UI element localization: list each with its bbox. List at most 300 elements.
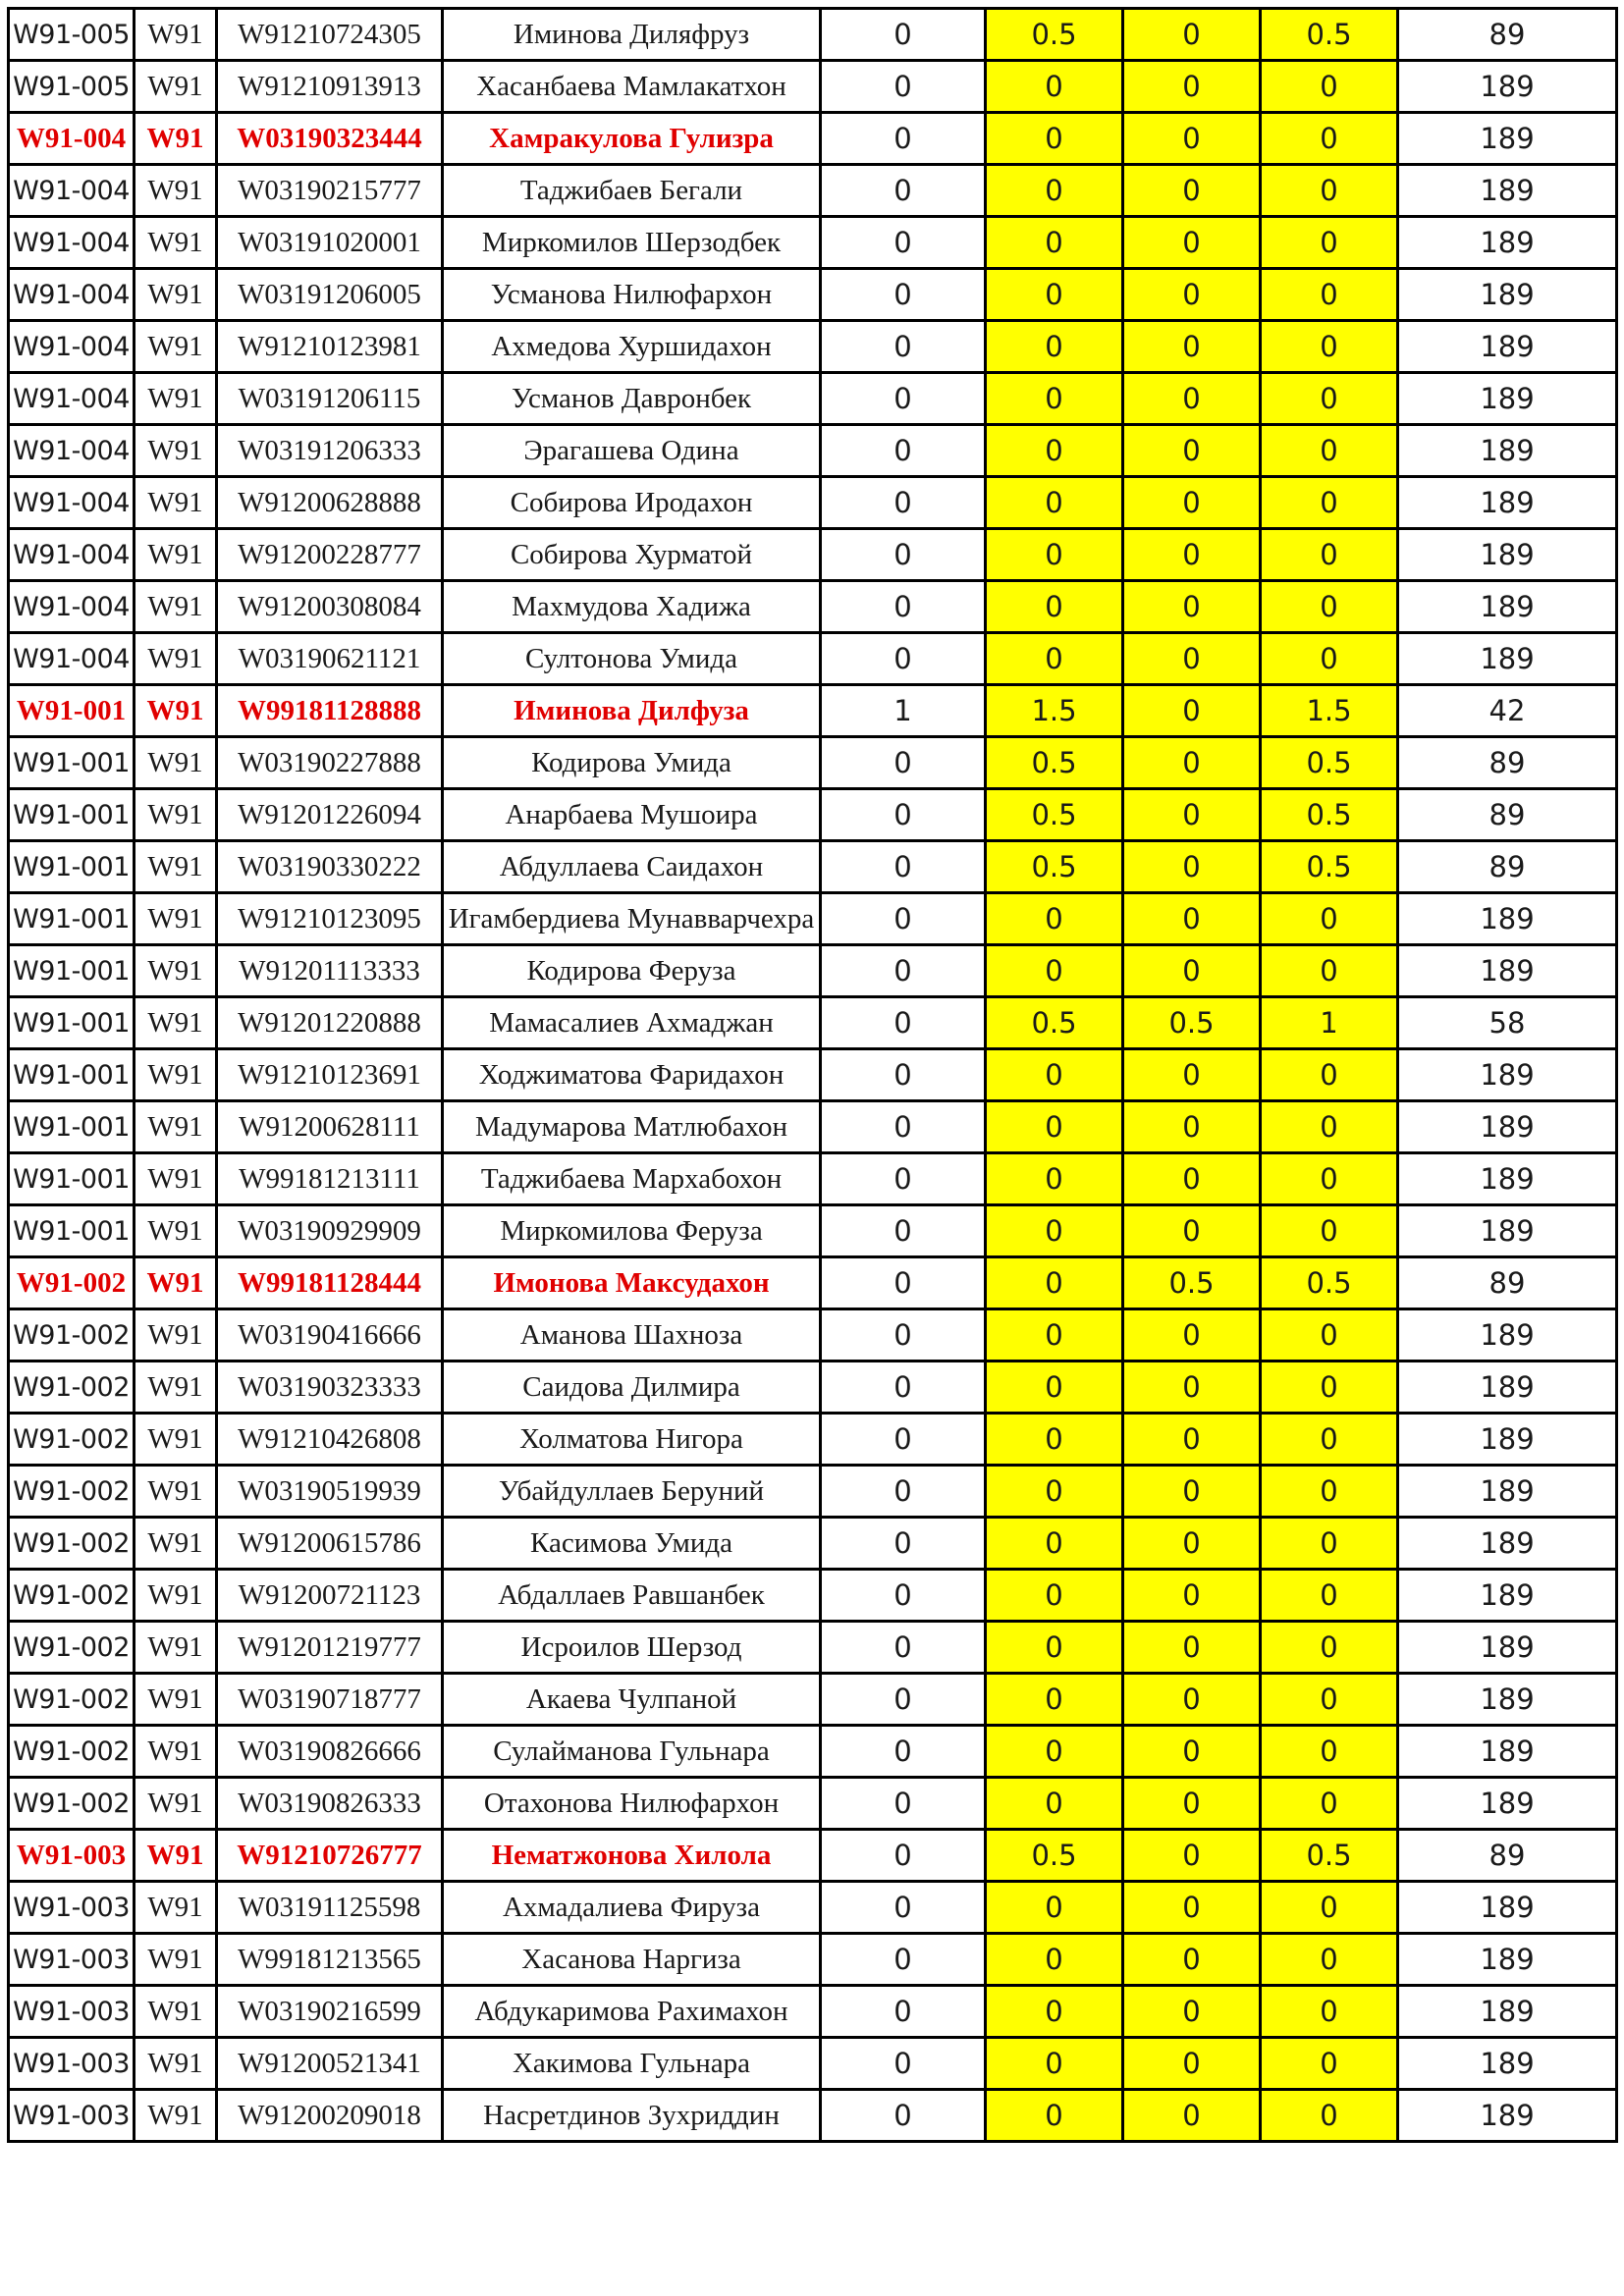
total-cell: 89 — [1398, 841, 1617, 893]
value-cell-1: 0 — [986, 269, 1123, 321]
value-cell-2: 0 — [1123, 1205, 1261, 1257]
value-cell-3: 0 — [1261, 2090, 1398, 2142]
account-id-cell: W91201219777 — [217, 1622, 443, 1674]
account-id-cell: W03190718777 — [217, 1674, 443, 1726]
table-row — [9, 1518, 1617, 1570]
account-id-cell: W91200628888 — [217, 477, 443, 529]
value-cell-0: 0 — [821, 841, 986, 893]
group-cell: W91 — [135, 2090, 217, 2142]
value-cell-2: 0 — [1123, 737, 1261, 789]
name-cell: Миркомилова Феруза — [443, 1205, 821, 1257]
account-id-cell: W91200628111 — [217, 1101, 443, 1153]
value-cell-3: 0 — [1261, 1153, 1398, 1205]
name-cell: Махмудова Хадижа — [443, 581, 821, 633]
table-row — [9, 1882, 1617, 1934]
name-cell: Убайдуллаев Беруний — [443, 1466, 821, 1518]
group-cell: W91 — [135, 1726, 217, 1778]
value-cell-0: 0 — [821, 1101, 986, 1153]
group-cell: W91 — [135, 1986, 217, 2038]
value-cell-1: 0 — [986, 165, 1123, 217]
value-cell-1: 0 — [986, 1101, 1123, 1153]
account-id-cell: W03190621121 — [217, 633, 443, 685]
table-row — [9, 841, 1617, 893]
table-row — [9, 269, 1617, 321]
account-id-cell: W03191206115 — [217, 373, 443, 425]
total-cell: 189 — [1398, 1101, 1617, 1153]
value-cell-3: 0 — [1261, 1101, 1398, 1153]
value-cell-3: 0.5 — [1261, 841, 1398, 893]
value-cell-1: 0 — [986, 945, 1123, 997]
table-row — [9, 477, 1617, 529]
value-cell-3: 0 — [1261, 1934, 1398, 1986]
value-cell-0: 0 — [821, 1466, 986, 1518]
value-cell-2: 0 — [1123, 633, 1261, 685]
value-cell-2: 0 — [1123, 1622, 1261, 1674]
name-cell: Саидова Дилмира — [443, 1362, 821, 1414]
value-cell-3: 0 — [1261, 217, 1398, 269]
table-row — [9, 1362, 1617, 1414]
document-page — [7, 7, 1618, 2143]
value-cell-3: 1 — [1261, 997, 1398, 1049]
group-cell: W91 — [135, 269, 217, 321]
table-row — [9, 9, 1617, 61]
group-code-cell: W91-001 — [9, 1101, 135, 1153]
group-cell: W91 — [135, 1205, 217, 1257]
value-cell-0: 0 — [821, 1830, 986, 1882]
group-code-cell: W91-005 — [9, 9, 135, 61]
group-cell: W91 — [135, 1466, 217, 1518]
group-code-cell: W91-001 — [9, 737, 135, 789]
name-cell: Акаева Чулпаной — [443, 1674, 821, 1726]
value-cell-2: 0 — [1123, 1726, 1261, 1778]
value-cell-2: 0 — [1123, 529, 1261, 581]
value-cell-3: 0 — [1261, 61, 1398, 113]
total-cell: 189 — [1398, 1205, 1617, 1257]
value-cell-0: 0 — [821, 1257, 986, 1309]
account-id-cell: W91201113333 — [217, 945, 443, 997]
name-cell: Хасанбаева Мамлакатхон — [443, 61, 821, 113]
table-row — [9, 737, 1617, 789]
value-cell-2: 0 — [1123, 1414, 1261, 1466]
group-code-cell: W91-003 — [9, 1882, 135, 1934]
account-id-cell: W91201226094 — [217, 789, 443, 841]
value-cell-1: 0 — [986, 2038, 1123, 2090]
account-id-cell: W91210123981 — [217, 321, 443, 373]
value-cell-1: 1.5 — [986, 685, 1123, 737]
value-cell-0: 0 — [821, 321, 986, 373]
value-cell-1: 0 — [986, 1934, 1123, 1986]
total-cell: 189 — [1398, 321, 1617, 373]
name-cell: Иминова Диляфруз — [443, 9, 821, 61]
group-cell: W91 — [135, 477, 217, 529]
value-cell-2: 0 — [1123, 9, 1261, 61]
group-code-cell: W91-002 — [9, 1778, 135, 1830]
account-id-cell: W03190826666 — [217, 1726, 443, 1778]
group-cell: W91 — [135, 1153, 217, 1205]
value-cell-3: 0 — [1261, 1622, 1398, 1674]
name-cell: Аманова Шахноза — [443, 1309, 821, 1362]
value-cell-2: 0.5 — [1123, 1257, 1261, 1309]
group-cell: W91 — [135, 1362, 217, 1414]
value-cell-0: 0 — [821, 633, 986, 685]
group-code-cell: W91-003 — [9, 1830, 135, 1882]
name-cell: Усманов Давронбек — [443, 373, 821, 425]
value-cell-0: 1 — [821, 685, 986, 737]
total-cell: 189 — [1398, 113, 1617, 165]
total-cell: 189 — [1398, 1049, 1617, 1101]
value-cell-3: 0 — [1261, 1049, 1398, 1101]
value-cell-1: 0 — [986, 1205, 1123, 1257]
table-row — [9, 2090, 1617, 2142]
value-cell-0: 0 — [821, 581, 986, 633]
value-cell-3: 0 — [1261, 2038, 1398, 2090]
table-row — [9, 1205, 1617, 1257]
value-cell-0: 0 — [821, 1518, 986, 1570]
account-id-cell: W91210913913 — [217, 61, 443, 113]
value-cell-3: 0 — [1261, 893, 1398, 945]
group-cell: W91 — [135, 1570, 217, 1622]
value-cell-3: 0.5 — [1261, 737, 1398, 789]
value-cell-0: 0 — [821, 1934, 986, 1986]
value-cell-2: 0 — [1123, 165, 1261, 217]
value-cell-0: 0 — [821, 1726, 986, 1778]
table-row — [9, 1986, 1617, 2038]
total-cell: 189 — [1398, 1778, 1617, 1830]
value-cell-3: 0 — [1261, 1570, 1398, 1622]
group-code-cell: W91-002 — [9, 1257, 135, 1309]
value-cell-0: 0 — [821, 529, 986, 581]
value-cell-3: 0.5 — [1261, 1257, 1398, 1309]
name-cell: Насретдинов Зухриддин — [443, 2090, 821, 2142]
value-cell-2: 0 — [1123, 1570, 1261, 1622]
account-id-cell: W91200228777 — [217, 529, 443, 581]
value-cell-0: 0 — [821, 113, 986, 165]
value-cell-0: 0 — [821, 1778, 986, 1830]
value-cell-0: 0 — [821, 9, 986, 61]
table-row — [9, 1570, 1617, 1622]
account-id-cell: W91201220888 — [217, 997, 443, 1049]
group-code-cell: W91-004 — [9, 477, 135, 529]
value-cell-3: 0 — [1261, 1518, 1398, 1570]
value-cell-1: 0 — [986, 1309, 1123, 1362]
account-id-cell: W03191125598 — [217, 1882, 443, 1934]
value-cell-1: 0 — [986, 1518, 1123, 1570]
name-cell: Миркомилов Шерзодбек — [443, 217, 821, 269]
table-row — [9, 1934, 1617, 1986]
total-cell: 189 — [1398, 581, 1617, 633]
value-cell-0: 0 — [821, 737, 986, 789]
value-cell-1: 0 — [986, 893, 1123, 945]
group-cell: W91 — [135, 633, 217, 685]
total-cell: 189 — [1398, 1362, 1617, 1414]
table-row — [9, 1309, 1617, 1362]
name-cell: Усманова Нилюфархон — [443, 269, 821, 321]
table-row — [9, 633, 1617, 685]
account-id-cell: W91200308084 — [217, 581, 443, 633]
total-cell: 42 — [1398, 685, 1617, 737]
total-cell: 189 — [1398, 529, 1617, 581]
group-cell: W91 — [135, 841, 217, 893]
name-cell: Касимова Умида — [443, 1518, 821, 1570]
table-row — [9, 529, 1617, 581]
table-row — [9, 945, 1617, 997]
account-id-cell: W91210123691 — [217, 1049, 443, 1101]
group-code-cell: W91-003 — [9, 1934, 135, 1986]
table-row — [9, 217, 1617, 269]
value-cell-2: 0.5 — [1123, 997, 1261, 1049]
table-row — [9, 893, 1617, 945]
value-cell-2: 0 — [1123, 945, 1261, 997]
value-cell-1: 0 — [986, 581, 1123, 633]
group-code-cell: W91-001 — [9, 1153, 135, 1205]
total-cell: 189 — [1398, 217, 1617, 269]
value-cell-0: 0 — [821, 1362, 986, 1414]
value-cell-3: 0 — [1261, 477, 1398, 529]
value-cell-0: 0 — [821, 269, 986, 321]
value-cell-3: 0.5 — [1261, 789, 1398, 841]
name-cell: Нематжонова Хилола — [443, 1830, 821, 1882]
value-cell-2: 0 — [1123, 1674, 1261, 1726]
name-cell: Имонова Максудахон — [443, 1257, 821, 1309]
value-cell-3: 0.5 — [1261, 9, 1398, 61]
total-cell: 189 — [1398, 1674, 1617, 1726]
group-code-cell: W91-004 — [9, 217, 135, 269]
name-cell: Султонова Умида — [443, 633, 821, 685]
value-cell-2: 0 — [1123, 1830, 1261, 1882]
total-cell: 189 — [1398, 2090, 1617, 2142]
total-cell: 189 — [1398, 1309, 1617, 1362]
value-cell-2: 0 — [1123, 893, 1261, 945]
table-row — [9, 321, 1617, 373]
value-cell-2: 0 — [1123, 61, 1261, 113]
account-id-cell: W99181128444 — [217, 1257, 443, 1309]
group-code-cell: W91-002 — [9, 1518, 135, 1570]
account-id-cell: W03190216599 — [217, 1986, 443, 2038]
value-cell-3: 0 — [1261, 1778, 1398, 1830]
total-cell: 189 — [1398, 1518, 1617, 1570]
value-cell-3: 0 — [1261, 581, 1398, 633]
total-cell: 189 — [1398, 269, 1617, 321]
account-id-cell: W91200721123 — [217, 1570, 443, 1622]
group-code-cell: W91-004 — [9, 373, 135, 425]
table-row-group-head — [9, 1257, 1617, 1309]
table-row — [9, 1674, 1617, 1726]
value-cell-2: 0 — [1123, 425, 1261, 477]
group-cell: W91 — [135, 1518, 217, 1570]
name-cell: Ходжиматова Фаридахон — [443, 1049, 821, 1101]
value-cell-0: 0 — [821, 1570, 986, 1622]
account-id-cell: W91200521341 — [217, 2038, 443, 2090]
name-cell: Исроилов Шерзод — [443, 1622, 821, 1674]
value-cell-1: 0 — [986, 373, 1123, 425]
group-code-cell: W91-001 — [9, 685, 135, 737]
group-code-cell: W91-004 — [9, 529, 135, 581]
value-cell-1: 0 — [986, 1257, 1123, 1309]
value-cell-2: 0 — [1123, 113, 1261, 165]
value-cell-0: 0 — [821, 789, 986, 841]
group-code-cell: W91-001 — [9, 1049, 135, 1101]
table-row — [9, 165, 1617, 217]
value-cell-2: 0 — [1123, 217, 1261, 269]
data-table — [7, 7, 1618, 2143]
value-cell-1: 0.5 — [986, 841, 1123, 893]
account-id-cell: W03191206333 — [217, 425, 443, 477]
value-cell-1: 0 — [986, 2090, 1123, 2142]
value-cell-3: 0 — [1261, 633, 1398, 685]
group-cell: W91 — [135, 373, 217, 425]
value-cell-3: 0 — [1261, 529, 1398, 581]
value-cell-1: 0 — [986, 1622, 1123, 1674]
group-cell: W91 — [135, 425, 217, 477]
total-cell: 189 — [1398, 2038, 1617, 2090]
group-code-cell: W91-005 — [9, 61, 135, 113]
group-code-cell: W91-002 — [9, 1726, 135, 1778]
table-row — [9, 425, 1617, 477]
table-row — [9, 373, 1617, 425]
name-cell: Абдуллаева Саидахон — [443, 841, 821, 893]
value-cell-3: 0 — [1261, 1362, 1398, 1414]
account-id-cell: W03191020001 — [217, 217, 443, 269]
value-cell-1: 0 — [986, 633, 1123, 685]
value-cell-0: 0 — [821, 165, 986, 217]
total-cell: 189 — [1398, 1882, 1617, 1934]
account-id-cell: W99181128888 — [217, 685, 443, 737]
value-cell-0: 0 — [821, 1882, 986, 1934]
group-code-cell: W91-001 — [9, 893, 135, 945]
value-cell-0: 0 — [821, 945, 986, 997]
group-code-cell: W91-004 — [9, 113, 135, 165]
table-row — [9, 1466, 1617, 1518]
table-row — [9, 1049, 1617, 1101]
value-cell-2: 0 — [1123, 321, 1261, 373]
group-cell: W91 — [135, 1622, 217, 1674]
group-cell: W91 — [135, 685, 217, 737]
account-id-cell: W03190416666 — [217, 1309, 443, 1362]
account-id-cell: W03190519939 — [217, 1466, 443, 1518]
group-cell: W91 — [135, 529, 217, 581]
name-cell: Мадумарова Матлюбахон — [443, 1101, 821, 1153]
group-code-cell: W91-001 — [9, 789, 135, 841]
group-cell: W91 — [135, 2038, 217, 2090]
account-id-cell: W91210726777 — [217, 1830, 443, 1882]
total-cell: 58 — [1398, 997, 1617, 1049]
total-cell: 189 — [1398, 893, 1617, 945]
total-cell: 89 — [1398, 9, 1617, 61]
value-cell-1: 0 — [986, 1986, 1123, 2038]
account-id-cell: W91200615786 — [217, 1518, 443, 1570]
value-cell-1: 0.5 — [986, 9, 1123, 61]
group-code-cell: W91-004 — [9, 633, 135, 685]
group-code-cell: W91-002 — [9, 1570, 135, 1622]
value-cell-1: 0 — [986, 425, 1123, 477]
group-cell: W91 — [135, 1101, 217, 1153]
total-cell: 189 — [1398, 1726, 1617, 1778]
total-cell: 189 — [1398, 373, 1617, 425]
value-cell-2: 0 — [1123, 1934, 1261, 1986]
value-cell-1: 0 — [986, 61, 1123, 113]
name-cell: Эрагашева Одина — [443, 425, 821, 477]
group-code-cell: W91-002 — [9, 1309, 135, 1362]
value-cell-2: 0 — [1123, 1362, 1261, 1414]
total-cell: 189 — [1398, 1934, 1617, 1986]
value-cell-1: 0 — [986, 529, 1123, 581]
group-cell: W91 — [135, 1934, 217, 1986]
value-cell-3: 0 — [1261, 1726, 1398, 1778]
value-cell-3: 0 — [1261, 269, 1398, 321]
group-code-cell: W91-004 — [9, 321, 135, 373]
name-cell: Иминова Дилфуза — [443, 685, 821, 737]
value-cell-0: 0 — [821, 2090, 986, 2142]
group-code-cell: W91-004 — [9, 581, 135, 633]
group-code-cell: W91-002 — [9, 1674, 135, 1726]
value-cell-0: 0 — [821, 1153, 986, 1205]
value-cell-1: 0 — [986, 1726, 1123, 1778]
group-cell: W91 — [135, 9, 217, 61]
group-cell: W91 — [135, 789, 217, 841]
value-cell-1: 0 — [986, 1362, 1123, 1414]
account-id-cell: W91210123095 — [217, 893, 443, 945]
value-cell-1: 0 — [986, 1466, 1123, 1518]
total-cell: 189 — [1398, 945, 1617, 997]
group-code-cell: W91-004 — [9, 165, 135, 217]
value-cell-0: 0 — [821, 217, 986, 269]
name-cell: Холматова Нигора — [443, 1414, 821, 1466]
value-cell-2: 0 — [1123, 2038, 1261, 2090]
total-cell: 189 — [1398, 165, 1617, 217]
value-cell-1: 0 — [986, 477, 1123, 529]
total-cell: 189 — [1398, 1466, 1617, 1518]
total-cell: 189 — [1398, 61, 1617, 113]
group-code-cell: W91-002 — [9, 1414, 135, 1466]
table-row — [9, 1622, 1617, 1674]
group-code-cell: W91-004 — [9, 269, 135, 321]
table-row — [9, 581, 1617, 633]
value-cell-0: 0 — [821, 61, 986, 113]
value-cell-0: 0 — [821, 893, 986, 945]
group-code-cell: W91-001 — [9, 945, 135, 997]
total-cell: 189 — [1398, 1622, 1617, 1674]
account-id-cell: W03190929909 — [217, 1205, 443, 1257]
table-row — [9, 1414, 1617, 1466]
value-cell-2: 0 — [1123, 581, 1261, 633]
name-cell: Отахонова Нилюфархон — [443, 1778, 821, 1830]
name-cell: Таджибаева Мархабохон — [443, 1153, 821, 1205]
table-body — [9, 9, 1617, 2142]
value-cell-1: 0 — [986, 1674, 1123, 1726]
value-cell-1: 0.5 — [986, 997, 1123, 1049]
value-cell-2: 0 — [1123, 1101, 1261, 1153]
value-cell-2: 0 — [1123, 1882, 1261, 1934]
group-cell: W91 — [135, 1414, 217, 1466]
name-cell: Хасанова Наргиза — [443, 1934, 821, 1986]
group-code-cell: W91-001 — [9, 841, 135, 893]
value-cell-2: 0 — [1123, 477, 1261, 529]
name-cell: Собирова Иродахон — [443, 477, 821, 529]
value-cell-1: 0 — [986, 1153, 1123, 1205]
value-cell-3: 0 — [1261, 1414, 1398, 1466]
group-cell: W91 — [135, 737, 217, 789]
value-cell-3: 0 — [1261, 1882, 1398, 1934]
value-cell-1: 0 — [986, 217, 1123, 269]
table-row-group-head — [9, 685, 1617, 737]
total-cell: 189 — [1398, 1414, 1617, 1466]
account-id-cell: W03190227888 — [217, 737, 443, 789]
group-cell: W91 — [135, 217, 217, 269]
value-cell-1: 0 — [986, 321, 1123, 373]
group-code-cell: W91-001 — [9, 997, 135, 1049]
account-id-cell: W03190215777 — [217, 165, 443, 217]
total-cell: 89 — [1398, 1830, 1617, 1882]
